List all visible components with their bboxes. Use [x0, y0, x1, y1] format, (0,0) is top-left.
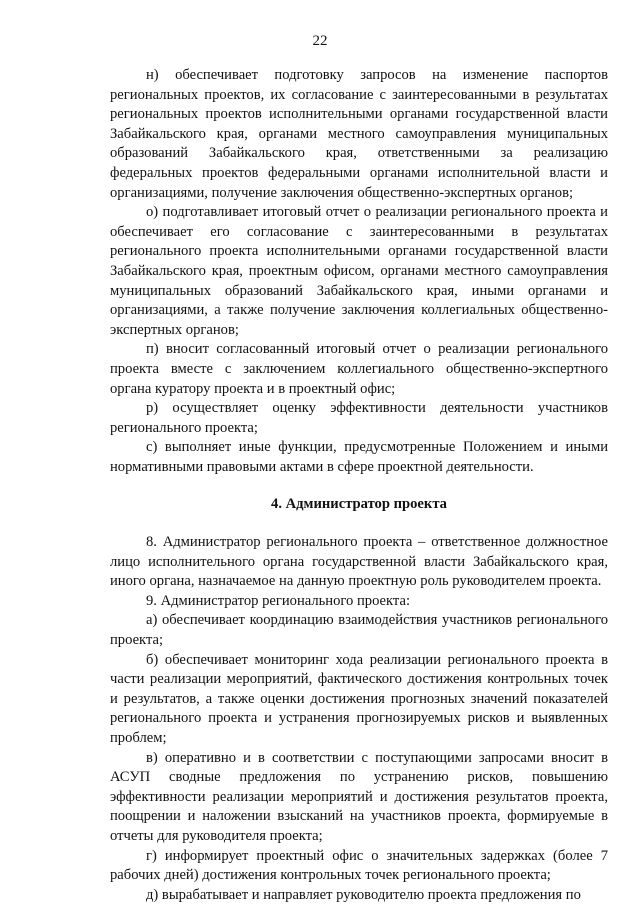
document-body — [110, 66, 608, 905]
paragraph-item-o: о) подготавливает итоговый отчет о реализации регионального проекта и обеспечивает его согласование с заинтересованными в результатах регионального проекта исполнительными органами государственной власти Забайкальского края, проектным офисом, органами местного самоуправления муниципальных образований Забайкальского края, иными органами и организациями, а также получение заключения коллегиальных общественно-экспертных органов; — [110, 204, 608, 338]
paragraph-item-p: п) вносит согласованный итоговый отчет о реализации регионального проекта вместе с заключением коллегиального общественно-экспертного органа куратору проекта и в проектный офис; — [110, 341, 608, 397]
paragraph-item-n: н) обеспечивает подготовку запросов на изменение паспортов региональных проектов, их согласование с заинтересованными в результатах региональных проектов исполнительными органами государственной власти Забайкальского края, органами местного самоуправления муниципальных образований Забайкальского края, ответственными за реализацию федеральных проектов федеральными органами исполнительной власти и организациями, получение заключения общественно-экспертных органов; — [110, 67, 608, 201]
paragraph-clause-8: 8. Администратор регионального проекта – ответственное должностное лицо исполнительного органа государственной власти Забайкальского края, иного органа, назначаемое на данную проектную роль руководителем проекта. — [110, 534, 608, 590]
paragraph-item-d: д) вырабатывает и направляет руководителю проекта предложения по — [146, 886, 581, 903]
section-heading: 4. Администратор проекта — [271, 496, 447, 513]
paragraph-item-r: р) осуществляет оценку эффективности деятельности участников регионального проекта; — [110, 400, 608, 436]
paragraph-item-b: б) обеспечивает мониторинг хода реализации регионального проекта в части реализации мероприятий, фактического достижения контрольных точек и результатов, а также оценки достижения прогнозных значений показателей регионального проекта и устранения прогнозируемых рисков и выявленных проблем; — [110, 651, 608, 746]
paragraph-clause-9: 9. Администратор регионального проекта: — [146, 592, 411, 609]
paragraph-item-a: а) обеспечивает координацию взаимодействия участников регионального проекта; — [110, 612, 608, 649]
paragraph-item-v: в) оперативно и в соответствии с поступающими запросами вносит в АСУП сводные предложения по устранению рисков, повышению эффективности реализации мероприятий и достижения результатов проекта, поощрении и наложении взысканий на участников проекта, формируемые в отчеты для руководителя проекта; — [110, 749, 608, 844]
page-number: 22 — [312, 33, 328, 49]
paragraph-item-s: с) выполняет иные функции, предусмотренные Положением и иными нормативными правовыми актами в сфере проектной деятельности. — [110, 439, 608, 475]
paragraph-item-g: г) информирует проектный офис о значительных задержках (более 7 рабочих дней) достижения контрольных точек регионального проекта; — [110, 847, 608, 884]
